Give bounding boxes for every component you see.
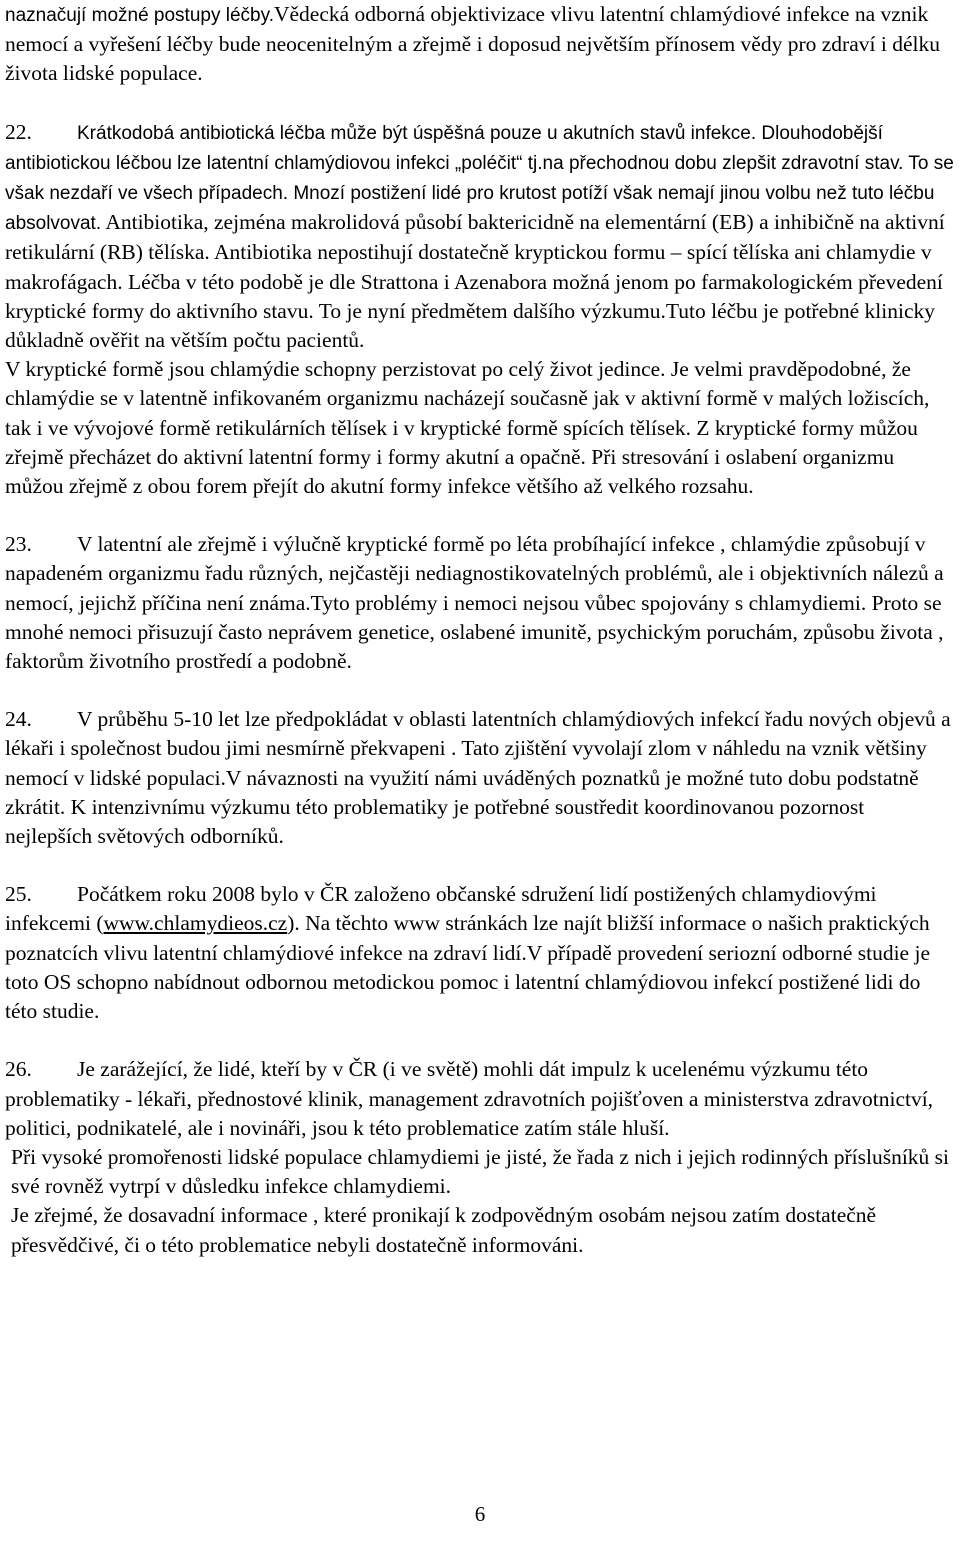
intro-text: Vědecká odborná objektivizace vlivu latentní chlamýdiové infekce na vznik nemocí a vyřešení léčby bude neocenitelným a zřejmě i doposud největším přínosem vědy pro zdraví i délku: [5, 2, 940, 57]
section-26-text: Je zarážející, že lidé, kteří by v ČR (i ve světě) mohli dát impulz k ucelenému výzkumu této problematiky - lékaři, přednostové klinik, management zdravotních pojišťoven a ministerstva zdravotnictví, politici, podnikatelé, ale i novináři, jsou k této problematice zatím stále hluší.: [5, 1057, 934, 1140]
intro-tail: života lidské populace.: [5, 61, 203, 86]
section-22: [5, 118, 955, 356]
section-24: [5, 705, 955, 851]
section-number: 23.: [5, 532, 32, 557]
section-26-para2: Při vysoké promořenosti lidské populace chlamydiemi je jisté, že řada z nich i jejich rodinných příslušníků si své rovněž vytrpí v důsledku infekce chlamydiemi.: [11, 1144, 950, 1199]
section-22-text: Antibiotika, zejména makrolidová působí baktericidně na elementární (EB) a inhibičně na aktivní retikulární (RB) tělíska. Antibiotika nepostihují dostatečně kryptickou formu – spící tělíska ani chlamydie v makrofágach. Léčba v této podobě je dle Strattona i Azenabora možná jenom po farmakologickém převedení kryptické formy do aktivního stavu. To je nyní předmětem dalšího výzkumu.Tuto léčbu je potřebné klinicky důkladně ověřit na větším počtu pacientů.: [5, 210, 945, 353]
section-26: [5, 1055, 955, 1143]
section-22-extra: V kryptické formě jsou chlamýdie schopny perzistovat po celý život jedince. Je velmi pravděpodobné, že chlamýdie se v latentně infikovaném organizmu nacházejí současně jak v aktivní formě v malých ložiscích, tak i ve vývojové formě retikulárních tělísek i v kryptické formě spících tělísek. Z kryptické formy můžou zřejmě přecházet do aktivní latentní formy i formy akutní a opačně. Při stresování i oslabení organizmu můžou zřejmě z obou forem přejít do akutní formy infekce většího až velkého rozsahu.: [5, 357, 930, 499]
section-23-text: V latentní ale zřejmě i výlučně kryptické formě po léta probíhající infekce , chlamýdie způsobují v napadeném organizmu řadu různých, nejčastěji nediagnostikovatelných problémů, ale i objektivních nálezů a nemocí, jejichž příčina není známa.Tyto problémy i nemoci nejsou vůbec spojovány s chlamydiemi. Proto se mnohé nemoci přisuzují často neprávem genetice, oslabené imunitě, psychickým poruchám, způsobu života , faktorům životního prostředí a podobně.: [5, 532, 944, 674]
section-25-text-before: Počátkem roku 2008 bylo v ČR založeno občanské sdružení lidí postižených chlamydiovými infekcemi (: [5, 882, 877, 936]
section-number: 24.: [5, 707, 32, 732]
intro-paragraph: [5, 0, 955, 89]
section-25-text-after: ). Na těchto www stránkách lze najít bližší informace o našich praktických poznatcích vlivu latentní chlamýdiové infekce na zdraví lidí.V případě provedení seriozní odborné studie je toto OS schopno nabídnout odbornou metodickou pomoc i latentní chlamýdiovou infekcí postižené lidi do této studie.: [5, 911, 930, 1024]
section-24-text: V průběhu 5-10 let lze předpokládat v oblasti latentních chlamýdiových infekcí řadu nových objevů a lékaři i společnost budou jimi nesmírně překvapeni . Tato zjištění vyvolají zlom v náhledu na vznik většiny nemocí v lidské populaci.V návaznosti na využití námi uváděných poznatků je možné tuto dobu podstatně zkrátit. K intenzivnímu výzkumu této problematiky je potřebné soustředit koordinovanou pozornost nejlepších světových odborníků.: [5, 707, 951, 849]
website-link[interactable]: www.chlamydieos.cz: [103, 911, 288, 936]
intro-sans-text: naznačují možné postupy léčby.: [5, 5, 274, 26]
section-number: 25.: [5, 882, 32, 907]
page-number: 6: [474, 1502, 486, 1526]
section-22-sans-text: Krátkodobá antibiotická léčba může být úspěšná pouze u akutních stavů infekce. Dlouhodobější antibiotickou léčbou lze latentní chlamýdiovou infekci „poléčit“ tj.na přechodnou dobu zlepšit zdravotní stav. To se však nezdaří ve všech případech. Mnozí postižení lidé pro krutost potíží však nemají jinou volbu než tuto léčbu absolvovat.: [5, 122, 954, 235]
document-page: [5, 0, 955, 1260]
section-23: [5, 530, 955, 676]
section-number: 26.: [5, 1057, 32, 1082]
section-26-para3: Je zřejmé, že dosavadní informace , které pronikají k zodpovědným osobám nejsou zatím dostatečně přesvědčivé, či o této problematice nebyli dostatečně informováni.: [11, 1203, 877, 1257]
section-25: [5, 880, 955, 1026]
section-number: 22.: [5, 119, 32, 144]
